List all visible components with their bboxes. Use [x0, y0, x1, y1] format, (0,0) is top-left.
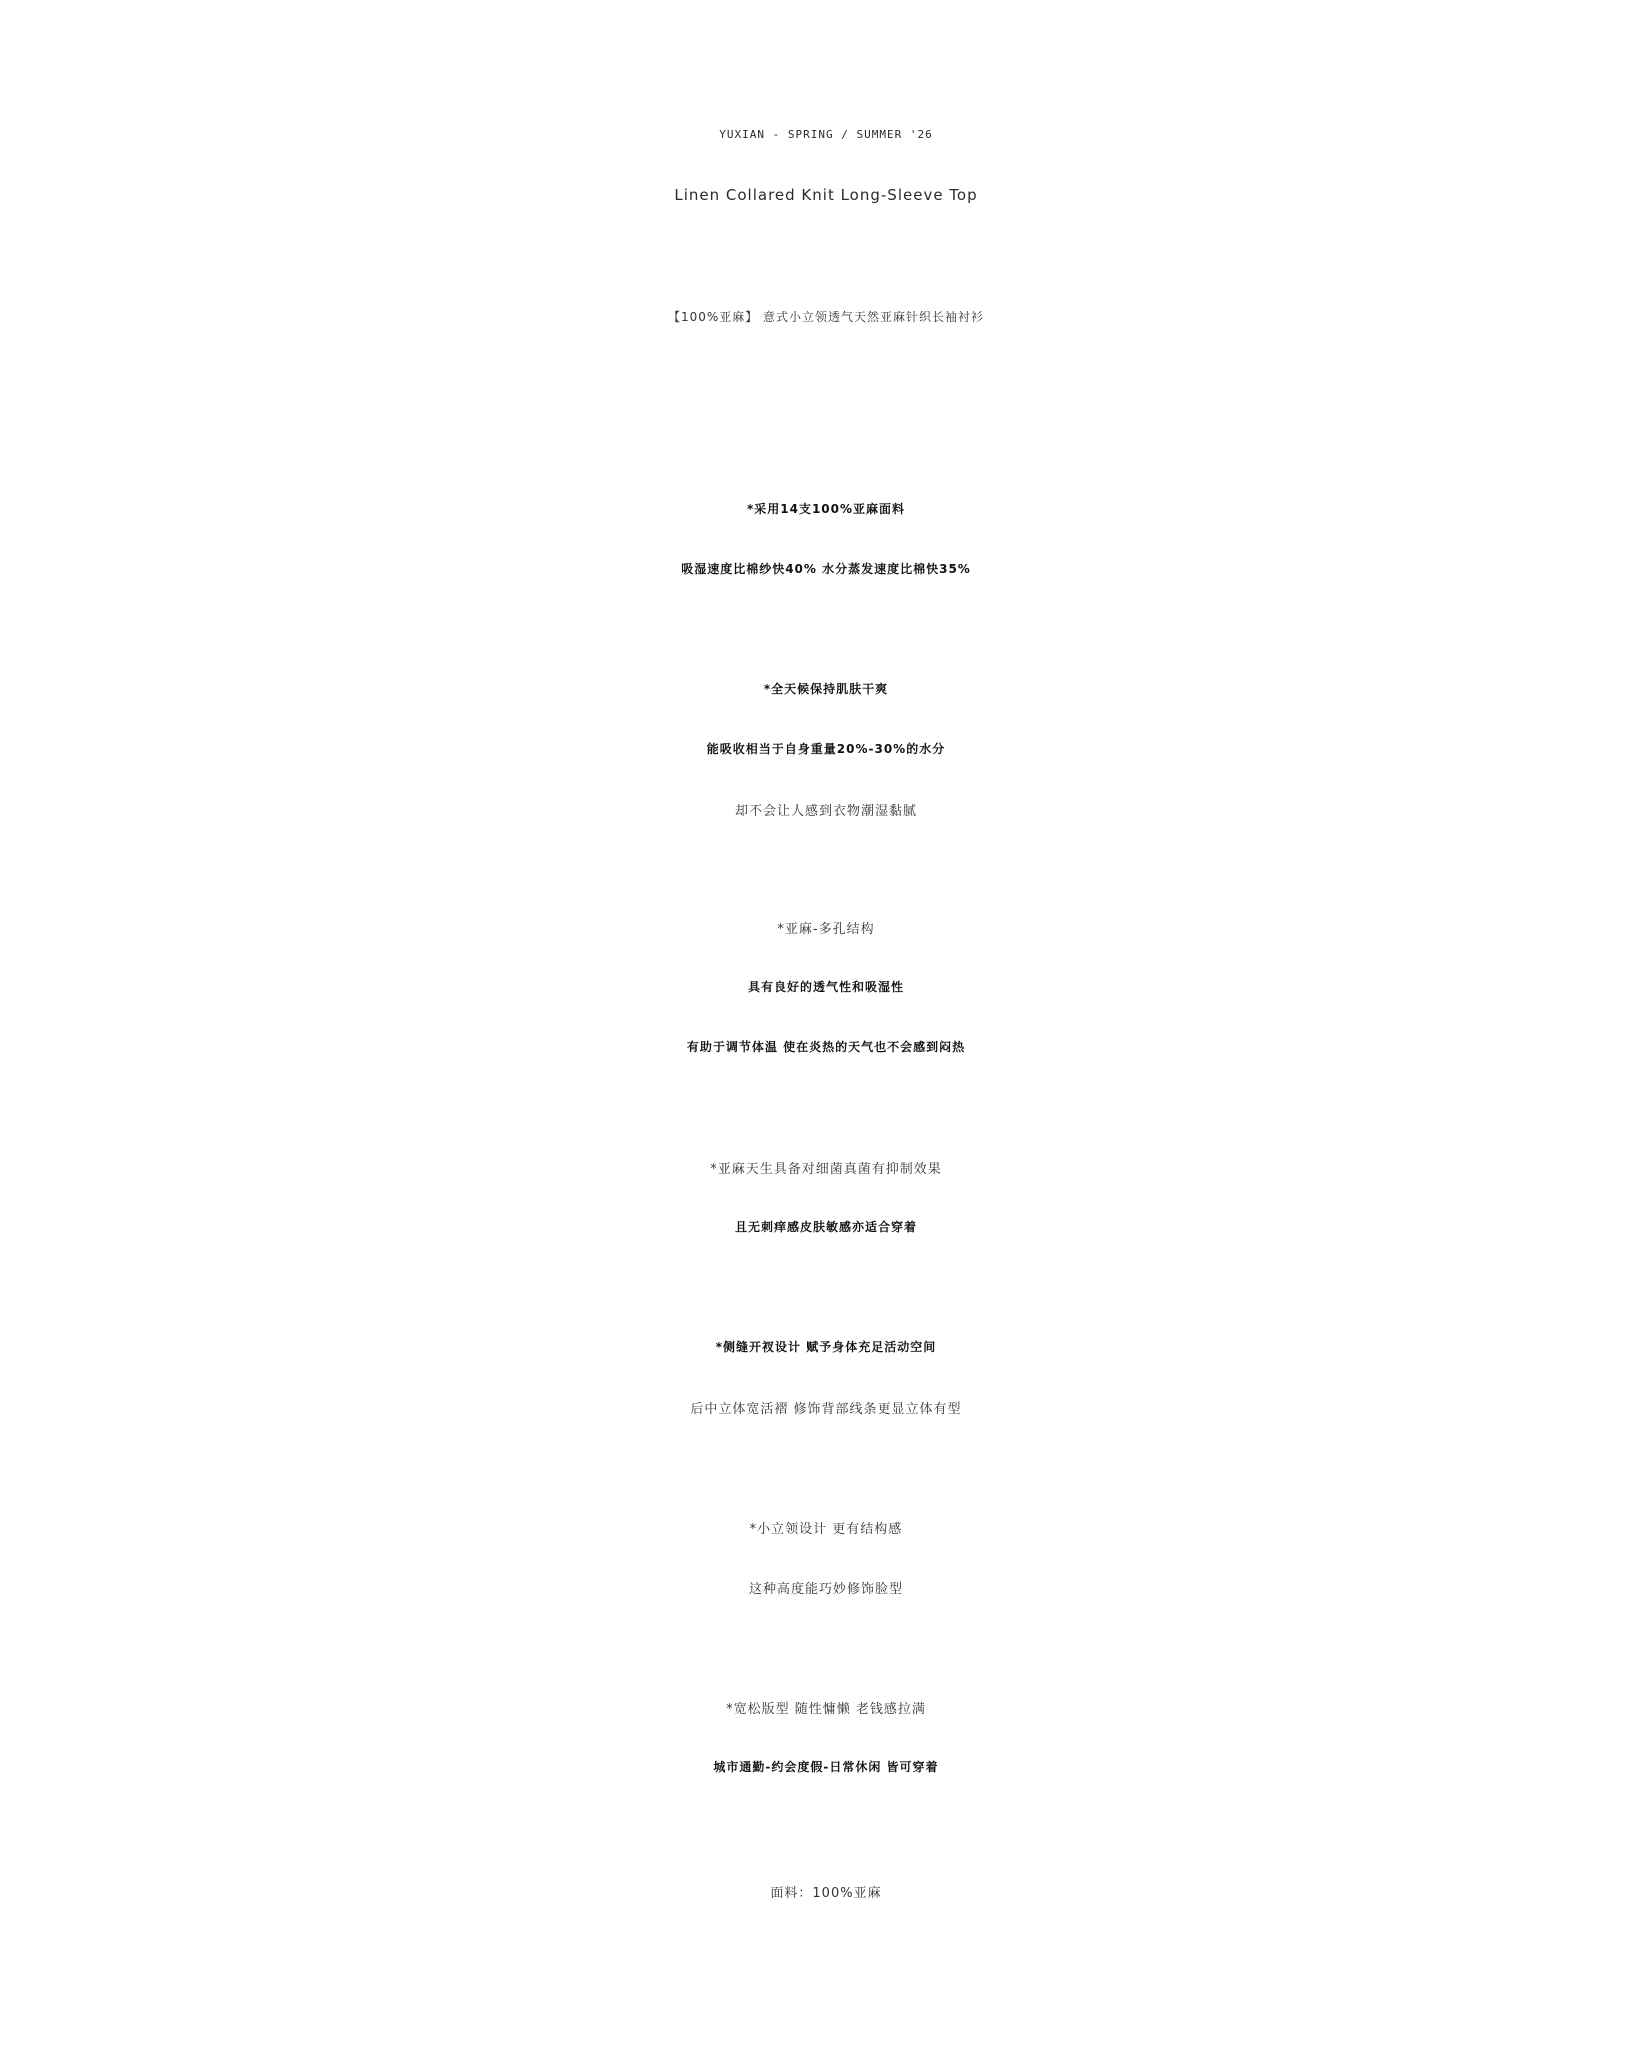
product-title-cn: 【100%亚麻】 意式小立领透气天然亚麻针织长袖衬衫 [667, 310, 985, 324]
brand-season-line: YUXIAN - SPRING / SUMMER '26 [719, 128, 933, 141]
feature-1-detail: 吸湿速度比棉纱快40% 水分蒸发速度比棉快35% [681, 562, 971, 576]
feature-2-subdetail: 却不会让人感到衣物潮湿黏腻 [734, 804, 917, 819]
material-composition: 面料：100%亚麻 [770, 1886, 882, 1901]
feature-2-detail: 能吸收相当于自身重量20%-30%的水分 [706, 742, 946, 756]
feature-5-heading: *侧缝开衩设计 赋予身体充足活动空间 [715, 1340, 937, 1354]
feature-7-detail: 城市通勤-约会度假-日常休闲 皆可穿着 [713, 1760, 939, 1774]
feature-2-heading: *全天候保持肌肤干爽 [763, 682, 889, 696]
feature-4-heading: *亚麻天生具备对细菌真菌有抑制效果 [710, 1162, 942, 1177]
feature-3-subdetail: 有助于调节体温 使在炎热的天气也不会感到闷热 [686, 1040, 966, 1054]
feature-1-heading: *采用14支100%亚麻面料 [746, 502, 906, 516]
feature-4-detail: 且无刺痒感皮肤敏感亦适合穿着 [734, 1220, 917, 1234]
feature-6-heading: *小立领设计 更有结构感 [749, 1522, 903, 1537]
feature-7-heading: *宽松版型 随性慵懒 老钱感拉满 [726, 1702, 926, 1717]
product-title-en: Linen Collared Knit Long-Sleeve Top [674, 186, 978, 204]
feature-3-heading: *亚麻-多孔结构 [777, 922, 875, 937]
feature-5-detail: 后中立体宽活褶 修饰背部线条更显立体有型 [690, 1402, 962, 1417]
feature-3-detail: 具有良好的透气性和吸湿性 [747, 980, 904, 994]
feature-6-detail: 这种高度能巧妙修饰脸型 [748, 1582, 903, 1597]
